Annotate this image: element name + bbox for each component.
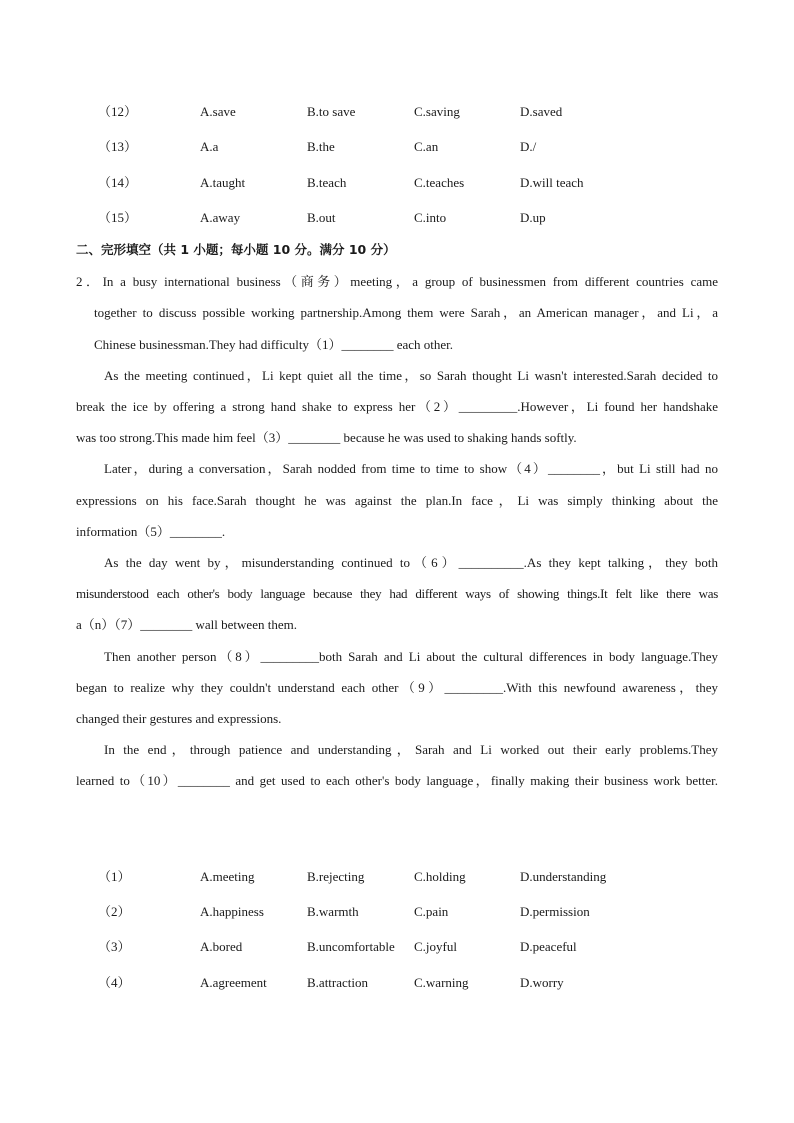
option-row [0, 173, 794, 193]
option-b: B.rejecting [307, 869, 365, 884]
option-c: C.saving [414, 104, 460, 119]
section-title: 二、完形填空（共 1 小题；每小题 10 分。满分 10 分） [76, 242, 396, 257]
option-a: A.save [200, 104, 236, 119]
option-d: D.permission [520, 904, 590, 919]
passage-line: Later，during a conversation，Sarah nodded from time to time to show（4）________，but Li still had no [104, 461, 718, 476]
option-a: A.a [200, 139, 219, 154]
option-a: A.away [200, 210, 241, 225]
passage-line: information（5）________. [76, 524, 226, 539]
passage-line: misunderstood each other's body language because they had different ways of showing things.It felt like there was [76, 586, 718, 601]
passage-line: changed their gestures and expressions. [76, 711, 282, 726]
passage-line: 2．In a busy international business（商务）meeting，a group of businessmen from different countries came [76, 274, 718, 289]
option-b: B.teach [307, 175, 347, 190]
option-b: B.attraction [307, 975, 369, 990]
question-number: （14） [98, 175, 138, 190]
passage-line: together to discuss possible working partnership.Among them were Sarah，an American manager，and Li，a [94, 305, 718, 320]
option-d: D.understanding [520, 869, 607, 884]
passage-line: As the meeting continued，Li kept quiet all the time，so Sarah thought Li wasn't interested.Sarah decided to [104, 368, 718, 383]
passage-line: Chinese businessman.They had difficulty（1）________ each other. [94, 337, 453, 352]
passage-line: expressions on his face.Sarah thought he was against the plan.In face，Li was simply thinking about the [76, 493, 718, 508]
option-c: C.pain [414, 904, 449, 919]
passage-line: a（n）（7）________ wall between them. [76, 617, 297, 632]
option-a: A.happiness [200, 904, 264, 919]
question-number: （13） [98, 139, 138, 154]
option-a: A.bored [200, 939, 243, 954]
option-c: C.warning [414, 975, 469, 990]
question-number: （1） [98, 869, 131, 884]
option-a: A.agreement [200, 975, 267, 990]
passage-line: break the ice by offering a strong hand shake to express her（2）_________.However，Li found her handshake [76, 399, 718, 414]
option-c: C.an [414, 139, 439, 154]
option-c: C.teaches [414, 175, 465, 190]
option-row [0, 102, 794, 122]
option-c: C.holding [414, 869, 466, 884]
question-number: （2） [98, 904, 131, 919]
option-b: B.uncomfortable [307, 939, 395, 954]
option-a: A.taught [200, 175, 246, 190]
passage-line: Then another person（8）_________both Sarah and Li about the cultural differences in body language.They [104, 649, 718, 664]
option-row [0, 973, 794, 993]
option-b: B.the [307, 139, 335, 154]
option-a: A.meeting [200, 869, 255, 884]
option-b: B.to save [307, 104, 356, 119]
option-d: D.up [520, 210, 546, 225]
question-number: （15） [98, 210, 138, 225]
option-row [0, 137, 794, 157]
option-b: B.warmth [307, 904, 359, 919]
option-d: D.peaceful [520, 939, 577, 954]
option-c: C.joyful [414, 939, 457, 954]
option-c: C.into [414, 210, 447, 225]
option-row [0, 937, 794, 957]
question-number: （4） [98, 975, 131, 990]
question-number: （12） [98, 104, 138, 119]
option-d: D.will teach [520, 175, 584, 190]
option-d: D.worry [520, 975, 564, 990]
option-d: D./ [520, 139, 537, 154]
passage-line: In the end，through patience and understanding，Sarah and Li worked out their early problems.They [104, 742, 718, 757]
option-b: B.out [307, 210, 336, 225]
option-d: D.saved [520, 104, 563, 119]
passage-line: As the day went by，misunderstanding continued to（6）__________.As they kept talking，they both [104, 555, 718, 570]
passage-line: was too strong.This made him feel（3）________ because he was used to shaking hands softly. [76, 430, 577, 445]
passage-line: began to realize why they couldn't understand each other（9）_________.With this newfound awareness，they [76, 680, 718, 695]
option-row [0, 208, 794, 228]
option-row [0, 867, 794, 887]
passage-line: learned to（10）________ and get used to each other's body language，finally making their business work better. [76, 773, 718, 788]
question-number: （3） [98, 939, 131, 954]
option-row [0, 902, 794, 922]
